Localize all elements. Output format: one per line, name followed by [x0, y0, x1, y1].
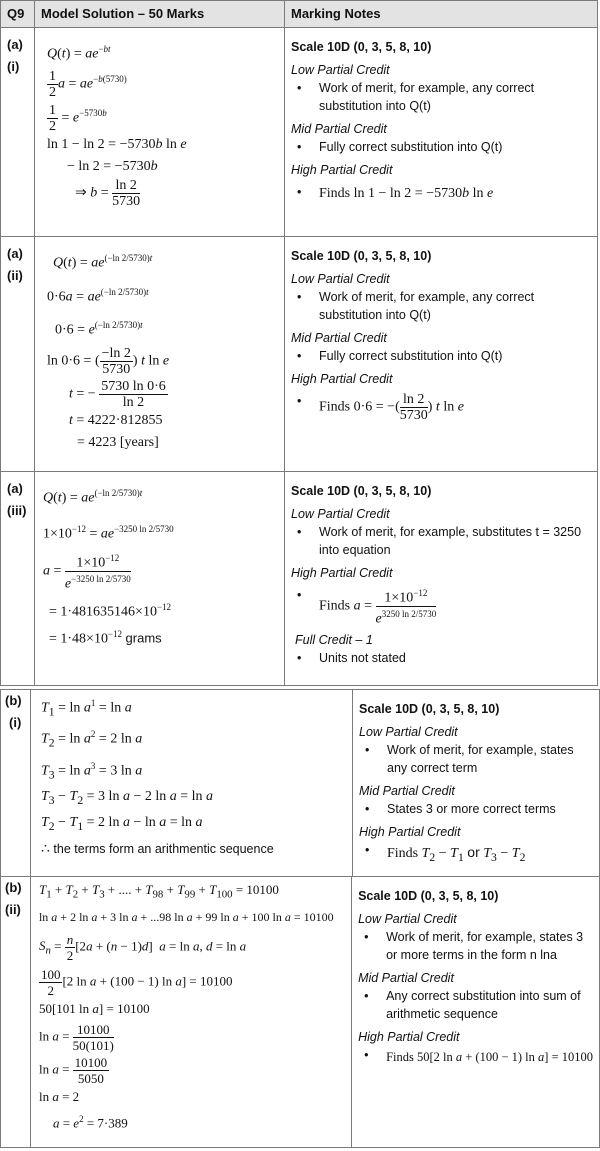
solution-cell: [30, 690, 352, 876]
high-credit-item: [359, 841, 593, 869]
high-credit-item: [291, 586, 591, 626]
solution-line: ln 0·6 = ( $\frac{-\ln 2}{5730}$ ) t ln e: [47, 345, 170, 377]
low-credit-item: [291, 523, 591, 559]
bullet-icon: [365, 741, 387, 777]
scale-heading: Scale 10D (0, 3, 5, 8, 10): [291, 40, 432, 54]
low-credit-text: Work of merit, for example, any correct substitution into Q(t): [319, 81, 535, 113]
solution-line: $0\cdot 6a = ae^{(-ln 2/5730)t}$: [47, 286, 149, 305]
solution-line: − ln 2 = −5730b: [67, 158, 158, 174]
low-credit-title: Low Partial Credit: [291, 63, 390, 77]
part-label-sub: (ii): [7, 268, 23, 283]
bullet-icon: [297, 79, 319, 115]
header-row: [1, 1, 597, 27]
low-credit-item: [291, 288, 591, 324]
notes-cell: [284, 472, 597, 685]
low-credit-item: [358, 928, 593, 964]
solution-line: t = − $\frac{5730 \ln 0\cdot 6}{\ln 2}$: [69, 378, 166, 410]
high-credit-text: Finds ln 1 − ln 2 = −5730b ln e: [319, 186, 494, 201]
mid-credit-title: Mid Partial Credit: [291, 122, 387, 136]
header-question: Q9: [7, 6, 25, 21]
solution-line: $S_n$ = $\frac{n}{2}$ [2a + (n − 1)d] a = ln a, d = ln a: [38, 931, 247, 963]
full-credit-item: [291, 649, 591, 667]
high-credit-title: High Partial Credit: [291, 566, 393, 580]
solution-line: ln a + 2 ln a + 3 ln a + ...98 ln a + 99 ln a + 100 ln a = 10100: [38, 909, 334, 924]
bullet-icon: [364, 928, 386, 964]
solution-line: a = $\frac{1\times 10^{-12}}{e^{-3250 ln 2/5730}}$: [43, 553, 131, 592]
solution-cell: [34, 472, 284, 685]
solution-line: ln a = $\frac{10100}{50(101)}$: [38, 1021, 114, 1053]
part-label-main: (a): [7, 246, 23, 261]
part-b-ii-row: [1, 876, 599, 1147]
solution-line: $\frac{1}{2}$ $a = ae^{-b(5730)}$: [49, 68, 127, 100]
mid-credit-item: [358, 987, 593, 1023]
part-label: [1, 472, 34, 685]
high-credit-text: Finds a = $\frac{1\times 10^{-12}}{e^{3250 ln 2/5730}}$: [319, 588, 437, 627]
high-credit-text: Finds 50[2 ln a + (100 − 1) ln a] = 10100: [386, 1050, 593, 1064]
bullet-icon: [364, 1046, 386, 1068]
solution-line: ln 1 − ln 2 = −5730b ln e: [47, 136, 187, 152]
notes-cell: [351, 877, 599, 1147]
solution-line: t = 4222·812855: [69, 412, 163, 428]
mid-credit-text: States 3 or more correct terms: [387, 802, 556, 816]
header-solution: Model Solution – 50 Marks: [34, 1, 284, 27]
solution-line: $0\cdot 6 = e^{(-ln 2/5730)t}$: [55, 320, 143, 338]
part-label: [1, 28, 34, 236]
solution-cell: [34, 237, 284, 471]
part-b-i-row: [1, 690, 599, 876]
high-credit-item: [291, 183, 591, 205]
solution-line: $Q(t) = ae^{-bt}$: [47, 44, 111, 62]
bullet-icon: [365, 841, 387, 869]
solution-line: $T_1 + T_2 + T_3$ + .... + $T_{98} + T_{99} + T_{100} = 10100$: [38, 882, 279, 901]
mid-credit-item: [359, 800, 593, 818]
solution-line: ⇒ b = $\frac{\ln 2}{5730}$: [75, 177, 141, 209]
solution-line: $T_2 - T_1 = 2$ ln a − ln a = ln a: [41, 815, 203, 833]
solution-line: = $1\cdot 481635146\times 10^{-12}$: [49, 601, 172, 620]
part-label-sub: (ii): [5, 902, 21, 917]
bullet-icon: [364, 987, 386, 1023]
header-notes: Marking Notes: [284, 1, 597, 27]
part-label-main: (b): [5, 880, 22, 895]
bullet-icon: [297, 392, 319, 423]
bullet-icon: [297, 649, 319, 667]
low-credit-title: Low Partial Credit: [291, 272, 390, 286]
mid-credit-item: [291, 138, 591, 156]
part-label-sub: (iii): [7, 503, 27, 518]
high-credit-title: High Partial Credit: [291, 163, 393, 177]
low-credit-title: Low Partial Credit: [359, 725, 458, 739]
mid-credit-title: Mid Partial Credit: [358, 971, 454, 985]
solution-line: $T_2 = \ln a^2 = 2$ ln a: [41, 729, 143, 750]
low-credit-text: Work of merit, for example, any correct substitution into Q(t): [319, 290, 535, 322]
solution-line: $Q(t) = ae^{(-ln 2/5730)t}$: [53, 253, 153, 271]
part-label-main: (a): [7, 481, 23, 496]
solution-cell: [34, 28, 284, 236]
bullet-icon: [297, 523, 319, 559]
mid-credit-title: Mid Partial Credit: [291, 331, 387, 345]
notes-cell: [352, 690, 599, 876]
high-credit-text: Finds 0·6 = −( $\frac{\ln 2}{5730}$ ) t ln e: [319, 392, 464, 423]
low-credit-item: [291, 79, 591, 115]
bullet-icon: [297, 138, 319, 156]
bullet-icon: [297, 586, 319, 626]
part-label-sub: (i): [9, 715, 22, 730]
bullet-icon: [297, 347, 319, 365]
high-credit-text: Finds $T_2 - T_1$ or $T_3 - T_2$: [387, 844, 526, 864]
marking-table-b: [0, 689, 600, 1148]
high-credit-item: [291, 392, 591, 423]
high-credit-title: High Partial Credit: [359, 825, 461, 839]
solution-line: $T_3 - T_2 = 3$ ln a − 2 ln a = ln a: [41, 789, 214, 808]
part-label-main: (b): [5, 693, 22, 708]
part-a-ii-row: [1, 236, 597, 471]
scale-heading: Scale 10D (0, 3, 5, 8, 10): [358, 889, 499, 903]
full-credit-title: Full Credit – 1: [295, 633, 373, 648]
low-credit-text: Work of merit, for example, substitutes t = 3250 into equation: [319, 525, 582, 557]
part-a-iii-row: [1, 471, 597, 685]
solution-cell: [30, 877, 351, 1147]
low-credit-text: Work of merit, for example, states 3 or more terms in the form n lna: [386, 930, 584, 962]
low-credit-item: [359, 741, 593, 777]
solution-line: 50[101 ln a] = 10100: [38, 1000, 150, 1016]
part-label-main: (a): [7, 37, 23, 52]
part-label-sub: (i): [7, 59, 20, 74]
solution-line: $Q(t) = ae^{(-ln 2/5730)t}$: [43, 488, 143, 506]
part-label: [1, 237, 34, 471]
scale-heading: Scale 10D (0, 3, 5, 8, 10): [359, 702, 500, 716]
notes-cell: [284, 237, 597, 471]
solution-line: $a = e^2 = 7\cdot 389$: [52, 1113, 128, 1130]
solution-line: ∴ the terms form an arithmentic sequence: [41, 841, 274, 857]
part-label: [1, 877, 30, 1147]
scale-heading: Scale 10D (0, 3, 5, 8, 10): [291, 484, 432, 498]
scale-heading: Scale 10D (0, 3, 5, 8, 10): [291, 249, 432, 263]
bullet-icon: [297, 288, 319, 324]
solution-line: ln a = 2: [38, 1088, 80, 1104]
notes-cell: [284, 28, 597, 236]
low-credit-title: Low Partial Credit: [291, 507, 390, 521]
high-credit-title: High Partial Credit: [291, 372, 393, 386]
full-credit-text: Units not stated: [319, 651, 406, 666]
low-credit-text: Work of merit, for example, states any correct term: [387, 743, 574, 775]
solution-line: $T_1 = \ln a^1 = \ln a$: [41, 698, 132, 719]
solution-line: ln a = $\frac{10100}{5050}$: [38, 1054, 108, 1086]
mid-credit-title: Mid Partial Credit: [359, 784, 455, 798]
bullet-icon: [365, 800, 387, 818]
solution-line: = 4223 [years]: [77, 434, 159, 450]
solution-line: $T_3 = \ln a^3 = 3$ ln a: [41, 760, 143, 782]
solution-line: = $1\cdot 48\times 10^{-12}$ grams: [49, 629, 162, 647]
low-credit-title: Low Partial Credit: [358, 912, 457, 926]
mid-credit-text: Fully correct substitution into Q(t): [319, 349, 503, 363]
solution-line: $1\times 10^{-12} = ae^{-3250 ln 2/5730}$: [43, 523, 174, 542]
high-credit-title: High Partial Credit: [358, 1030, 460, 1044]
mid-credit-text: Any correct substitution into sum of arithmetic sequence: [386, 989, 581, 1021]
part-a-i-row: [1, 27, 597, 236]
mid-credit-text: Fully correct substitution into Q(t): [319, 140, 503, 154]
solution-line: $\frac{1}{2}$ = $e^{-5730b}$: [49, 102, 107, 134]
mid-credit-item: [291, 347, 591, 365]
solution-line: $\frac{100}{2}$ [2 ln a + (100 − 1) ln a] = 10100: [40, 966, 233, 998]
part-label: [1, 690, 30, 876]
high-credit-item: [358, 1046, 593, 1068]
bullet-icon: [297, 183, 319, 205]
